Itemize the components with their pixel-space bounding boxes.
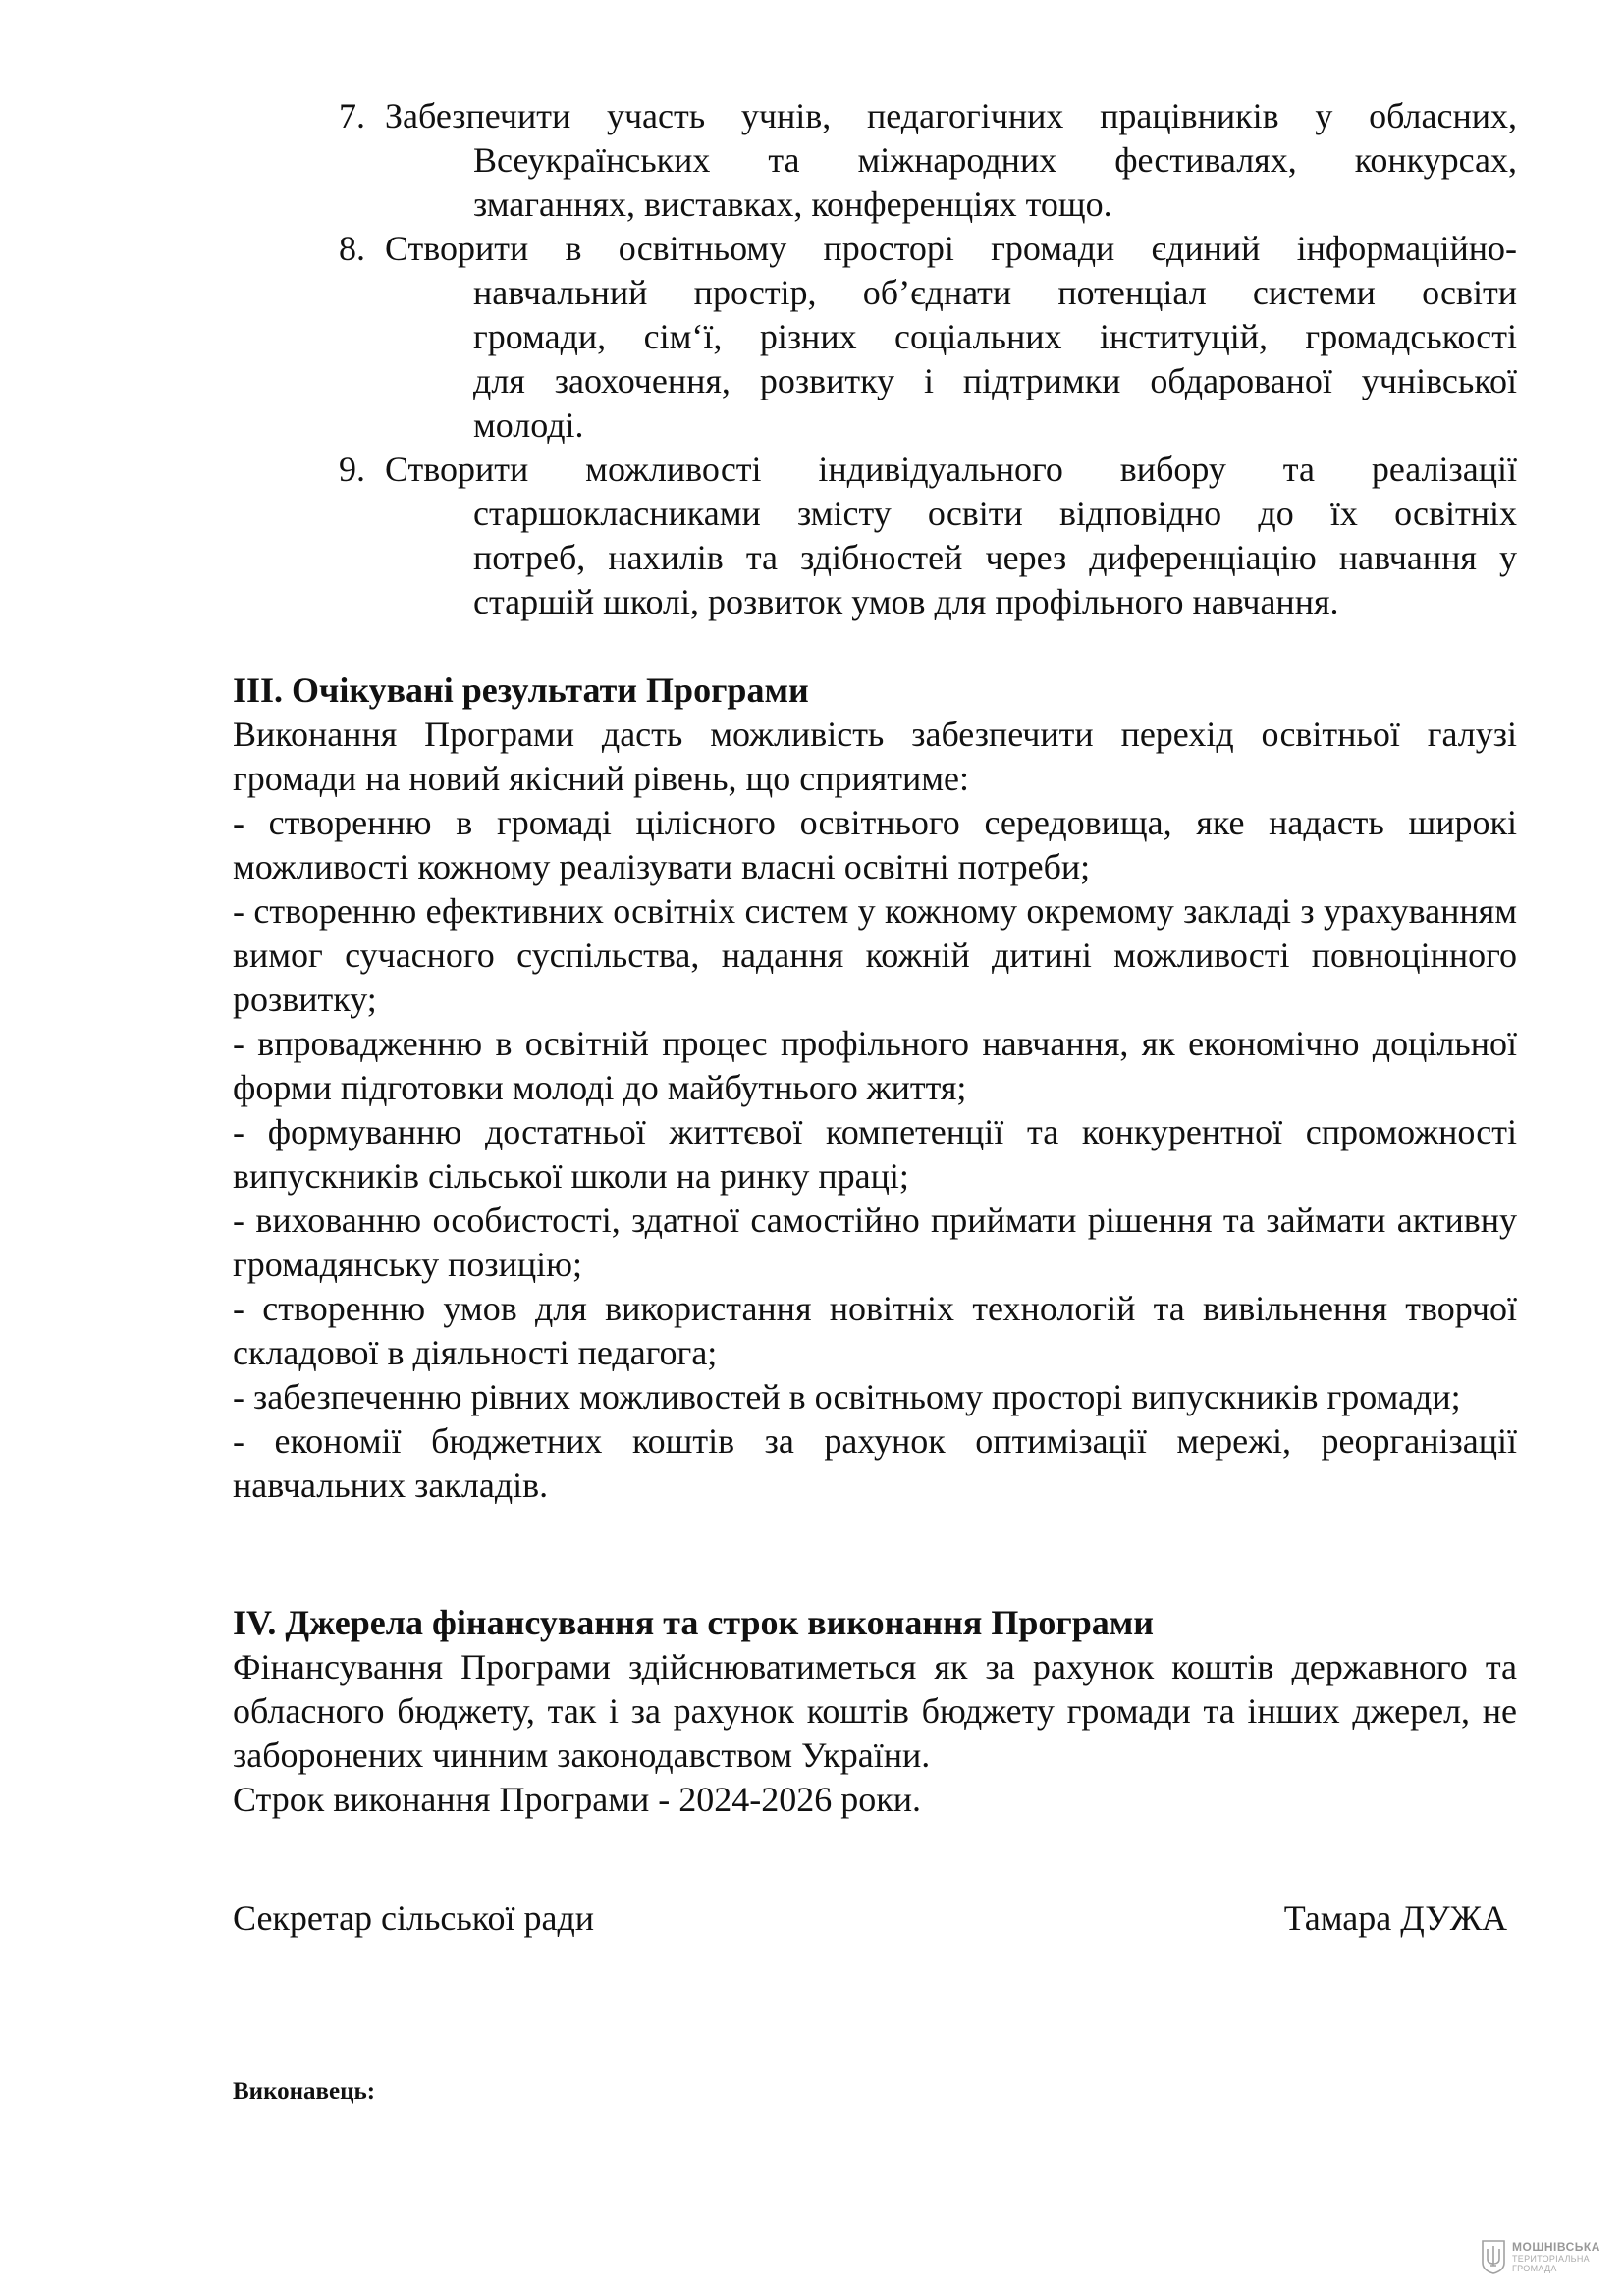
result-item: - формуванню достатньої життєвої компетенції та конкурентної спроможності випускників сільської школи на ринку праці; (233, 1112, 1517, 1196)
list-item-line: навчальний простір, об’єднати потенціал системи освіти (473, 273, 1517, 312)
list-item-line: старшокласниками змісту освіти відповідно до їх освітніх (473, 494, 1517, 533)
list-item-line: молоді. (473, 405, 584, 445)
section-expected-results (233, 668, 1517, 1508)
section-intro: Виконання Програми дасть можливість забезпечити перехід освітньої галузі громади на новий якісний рівень, що сприятиме: (233, 715, 1517, 798)
list-item-number: 7. (339, 96, 365, 135)
result-item: - створенню ефективних освітніх систем у кожному окремому закладі з урахуванням вимог сучасного суспільства, надання кожній дитині можливості повноцінного розвитку; (233, 891, 1517, 1019)
result-item: - вихованню особистості, здатної самостійно приймати рішення та займати активну громадянську позицію; (233, 1201, 1517, 1284)
signature-name: Тамара ДУЖА (1283, 1898, 1507, 1938)
trident-emblem-icon (1481, 2239, 1506, 2274)
financing-paragraph: Фінансування Програми здійснюватиметься як за рахунок коштів державного та обласного бюджету, так і за рахунок коштів бюджету громади та інших джерел, не заборонених чинним законодавством України. (233, 1647, 1517, 1775)
list-item-number: 9. (339, 450, 365, 489)
result-item: - впровадженню в освітній процес профільного навчання, як економічно доцільної форми підготовки молоді до майбутнього життя; (233, 1024, 1517, 1107)
logo-line-2: ТЕРИТОРІАЛЬНА (1512, 2253, 1590, 2264)
performer-label: Виконавець: (233, 2078, 376, 2105)
list-item-first-line: Створити можливості індивідуального вибору та реалізації (385, 450, 1517, 489)
list-item-first-line: Забезпечити участь учнів, педагогічних працівників у обласних, (385, 96, 1517, 135)
signature-position: Секретар сільської ради (233, 1898, 595, 1938)
result-item: - створенню в громаді цілісного освітнього середовища, яке надасть широкі можливості кожному реалізувати власні освітні потреби; (233, 803, 1517, 886)
section-heading: IV. Джерела фінансування та строк виконання Програми (233, 1603, 1155, 1642)
signature-block (233, 1896, 1507, 1941)
logo-line-1: МОШНІВСЬКА (1512, 2239, 1600, 2254)
community-logo (1481, 2239, 1600, 2274)
result-item: - створенню умов для використання новітніх технологій та вивільнення творчої складової в діяльності педагога; (233, 1289, 1517, 1372)
section-financing (233, 1601, 1517, 1822)
list-item-line: громади, сім‘ї, різних соціальних інституцій, громадськості (473, 317, 1517, 356)
list-item-line: старшій школі, розвиток умов для профільного навчання. (473, 582, 1339, 621)
result-item: - економії бюджетних коштів за рахунок оптимізації мережі, реорганізації навчальних закладів. (233, 1421, 1517, 1505)
list-item-first-line: Створити в освітньому просторі громади єдиний інформаційно- (385, 229, 1517, 268)
list-item-line: для заохочення, розвитку і підтримки обдарованої учнівської (473, 361, 1517, 400)
list-item-number: 8. (339, 229, 365, 268)
result-item: - забезпеченню рівних можливостей в освітньому просторі випускників громади; (233, 1377, 1461, 1416)
list-item-line: Всеукраїнських та міжнародних фестивалях, конкурсах, (473, 140, 1517, 180)
program-term: Строк виконання Програми - 2024-2026 роки. (233, 1780, 921, 1819)
section-heading: III. Очікувані результати Програми (233, 670, 809, 710)
list-item-line: змаганнях, виставках, конференціях тощо. (473, 185, 1112, 224)
logo-line-3: ГРОМАДА (1512, 2263, 1557, 2273)
list-item-line: потреб, нахилів та здібностей через диференціацію навчання у (473, 538, 1517, 577)
